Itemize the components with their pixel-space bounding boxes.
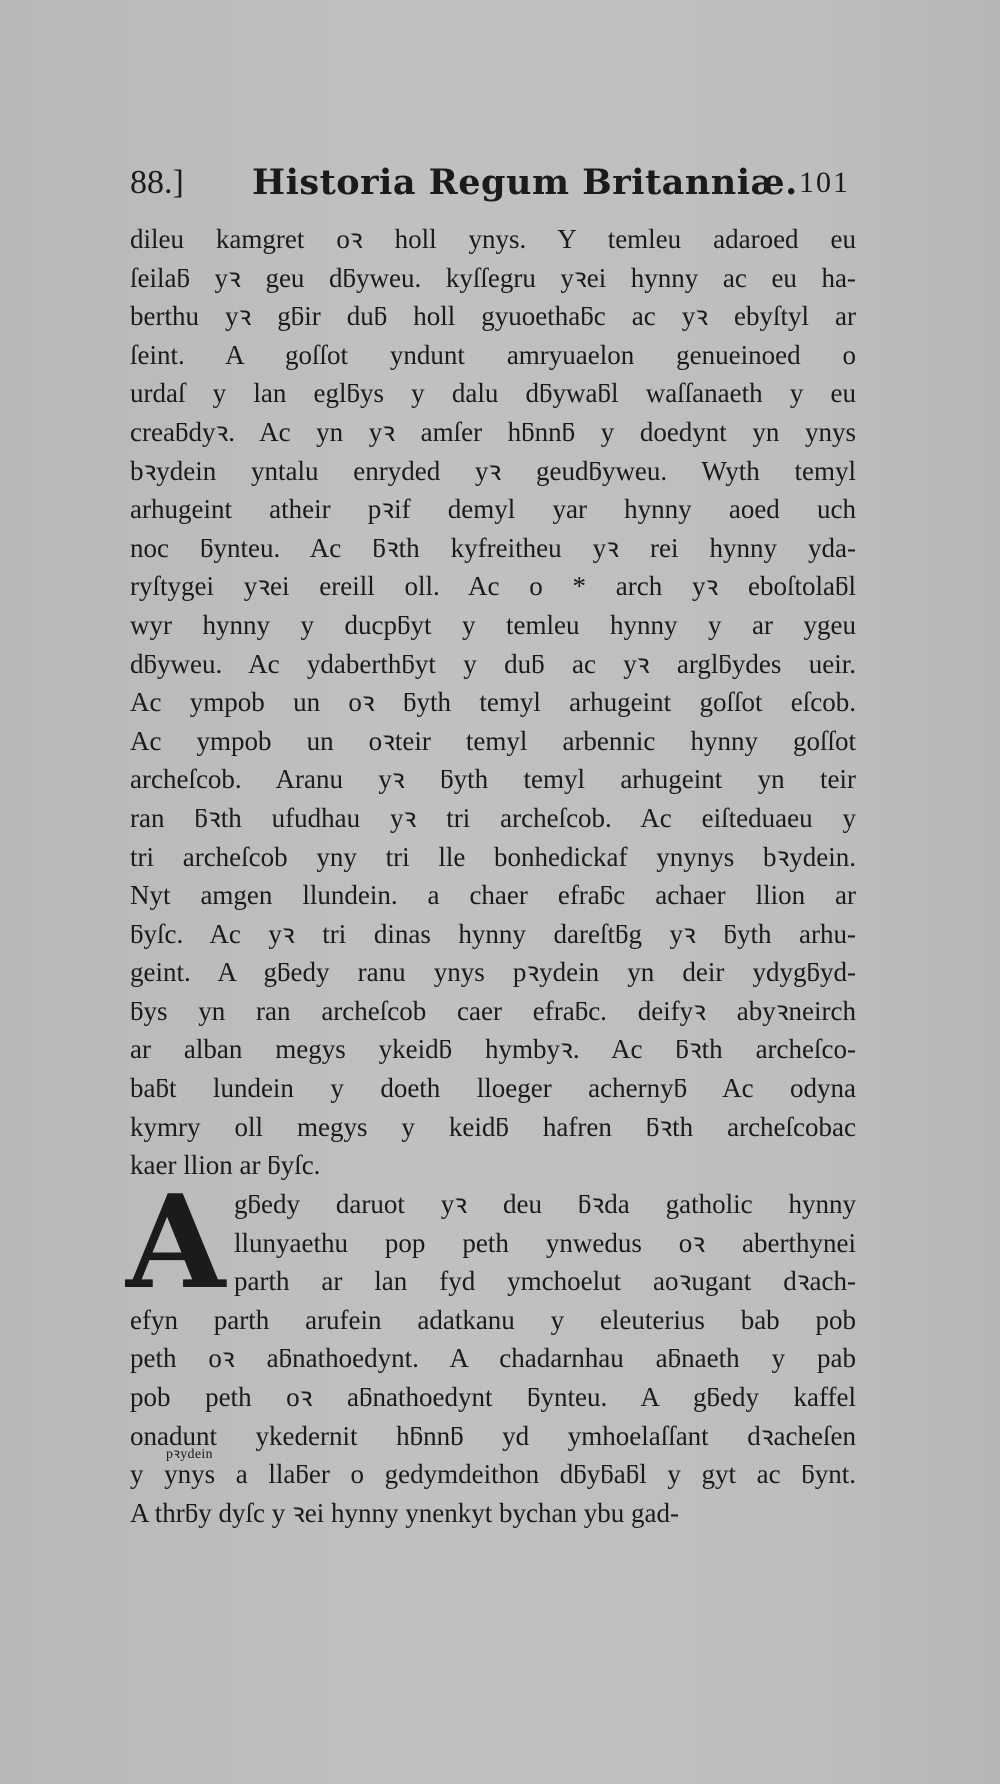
text-line: y ynys a llaƃer o gedymdeithon dƃyƃaƃl y gyt ac ƃynt.: [130, 1459, 856, 1490]
text-line: tri archeſcob yny tri lle bonhedickaf ynynys bꝛydein.: [130, 841, 856, 872]
text-line: dƃyweu. Ac ydaberthƃyt y duƃ ac yꝛ arglƃydes ueir.: [130, 648, 856, 679]
text-line: noc ƃynteu. Ac ƃꝛth kyfreitheu yꝛ rei hynny yda-: [130, 532, 856, 563]
text-line: Ac ympob un oꝛ ƃyth temyl arhugeint goſſot eſcob.: [130, 687, 856, 718]
text-line: ƃys yn ran archeſcob caer efraƃc. deifyꝛ abyꝛneirch: [130, 995, 856, 1026]
interlinear-gloss: pꝛydein: [166, 1447, 213, 1462]
text-line: dileu kamgret oꝛ holl ynys. Y temleu adaroed eu: [130, 224, 856, 254]
text-line: bꝛydein yntalu enryded yꝛ geudƃyweu. Wyth temyl: [130, 455, 856, 486]
text-line: baƃt lundein y doeth lloeger achernyƃ Ac odyna: [130, 1073, 856, 1104]
text-line: archeſcob. Aranu yꝛ ƃyth temyl arhugeint yn teir: [130, 764, 856, 795]
text-line: efyn parth arufein adatkanu y eleuterius bab pob: [130, 1304, 856, 1335]
page-number: 101: [799, 166, 850, 199]
text-line: llunyaethu pop peth ynwedus oꝛ aberthynei: [234, 1227, 856, 1258]
text-line: A thrƃy dyſc y ꝛei hynny ynenkyt bychan ybu gad-: [130, 1497, 679, 1528]
section-number: 88.]: [130, 164, 184, 201]
text-line: geint. A gƃedy ranu ynys pꝛydein yn deir ydygƃyd-: [130, 957, 856, 988]
paragraph-2: [126, 1168, 856, 1532]
running-header: [130, 158, 850, 208]
text-line: kaer llion ar ƃyſc.: [130, 1150, 321, 1181]
text-line: gƃedy daruot yꝛ deu ƃꝛda gatholic hynny: [234, 1189, 856, 1219]
text-line: arhugeint atheir pꝛif demyl yar hynny aoed uch: [130, 494, 856, 525]
text-line: onadunt ykedernit hƃnnƃ yd ymhoelaſſant dꝛacheſen: [130, 1420, 856, 1451]
text-line: ryſtygei yꝛei ereill oll. Ac o * arch yꝛ eboſtolaƃl: [130, 571, 856, 602]
text-line: ſeilaƃ yꝛ geu dƃyweu. kyſſegru yꝛei hynny ac eu ha-: [130, 262, 856, 293]
text-line: pob peth oꝛ aƃnathoedynt ƃynteu. A gƃedy kaffel: [130, 1381, 856, 1412]
text-line: ƃyſc. Ac yꝛ tri dinas hynny dareſtƃg yꝛ ƃyth arhu-: [130, 918, 856, 949]
text-line: ar alban megys ykeidƃ hymbyꝛ. Ac ƃꝛth archeſco-: [130, 1034, 856, 1065]
paragraph-1: [130, 220, 856, 1185]
text-line: Ac ympob un oꝛteir temyl arbennic hynny goſſot: [130, 725, 856, 756]
text-line: creaƃdyꝛ. Ac yn yꝛ amſer hƃnnƃ y doedynt yn ynys: [130, 416, 856, 447]
text-body: [126, 220, 856, 1528]
text-line: urdaſ y lan eglƃys y dalu dƃywaƃl waſſanaeth y eu: [130, 378, 856, 409]
text-line: parth ar lan fyd ymchoelut aoꝛugant dꝛach-: [234, 1266, 856, 1297]
text-line: peth oꝛ aƃnathoedynt. A chadarnhau aƃnaeth y pab: [130, 1343, 856, 1374]
running-title: Historia Regum Britanniæ.: [252, 162, 798, 203]
text-line: wyr hynny y ducpƃyt y temleu hynny y ar ygeu: [130, 609, 856, 640]
text-line: Nyt amgen llundein. a chaer efraƃc achaer llion ar: [130, 880, 856, 911]
text-line: berthu yꝛ gƃir duƃ holl gyuoethaƃc ac yꝛ ebyſtyl ar: [130, 301, 856, 332]
text-line: ran ƃꝛth ufudhau yꝛ tri archeſcob. Ac eiſteduaeu y: [130, 802, 856, 833]
text-line: kymry oll megys y keidƃ hafren ƃꝛth archeſcobac: [130, 1111, 856, 1142]
text-line: ſeint. A goſſot yndunt amryuaelon genueinoed o: [130, 339, 856, 370]
drop-cap-initial: A: [126, 1168, 226, 1318]
